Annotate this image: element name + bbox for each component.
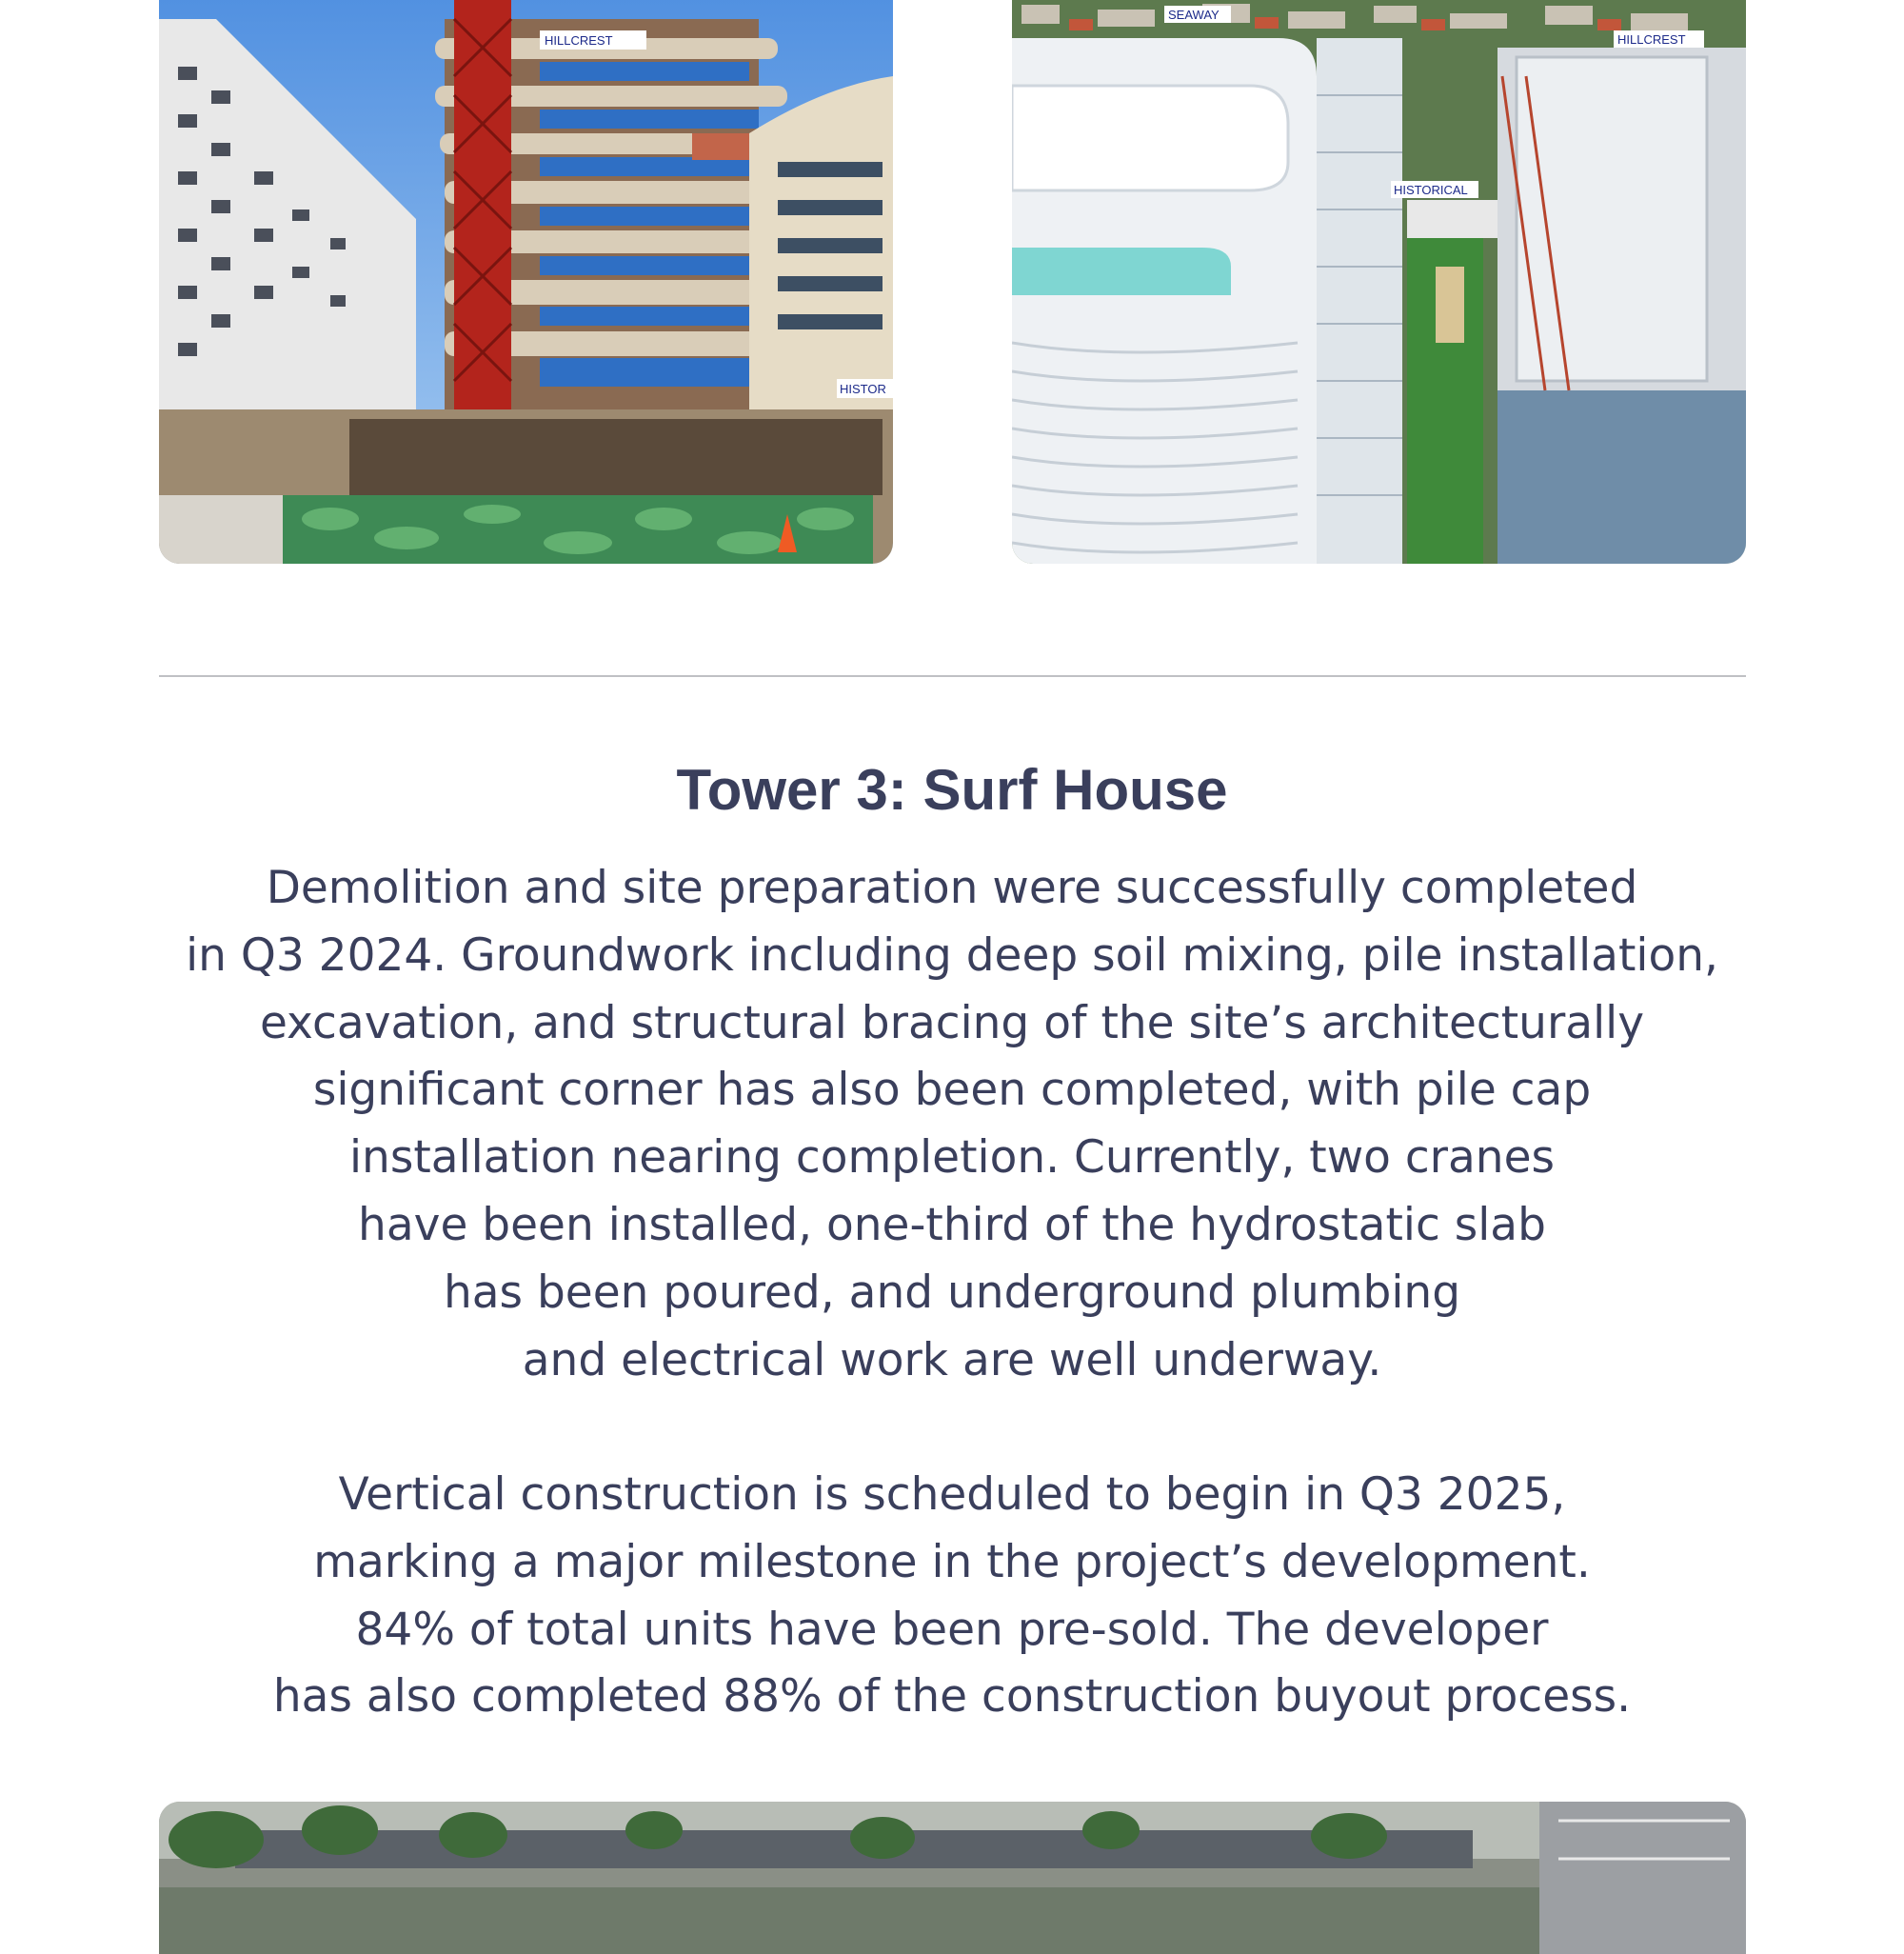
tower-construction-photo: [159, 0, 893, 564]
sign-label-hillcrest-aerial: HILLCREST: [1617, 32, 1686, 47]
paragraph-line: in Q3 2024. Groundwork including deep soil mixing, pile installation,: [186, 928, 1718, 982]
section-divider: [159, 675, 1746, 677]
sign-label-historic: HISTOR: [840, 382, 886, 396]
paragraph-line: 84% of total units have been pre-sold. The developer: [355, 1603, 1549, 1656]
paragraph-line: marking a major milestone in the project’s development.: [313, 1535, 1591, 1588]
aerial-towers-photo: [1012, 0, 1746, 564]
paragraph-line: have been installed, one-third of the hydrostatic slab: [358, 1198, 1546, 1251]
paragraph-line: Demolition and site preparation were successfully completed: [266, 862, 1638, 914]
sign-label-historical: HISTORICAL: [1394, 183, 1468, 197]
section-title: Tower 3: Surf House: [676, 758, 1228, 822]
site-aerial-photo: [159, 1802, 1746, 1954]
sign-label-seaway: SEAWAY: [1168, 8, 1220, 22]
paragraph-line: excavation, and structural bracing of the site’s architecturally: [259, 996, 1645, 1049]
paragraph-construction-progress: [0, 855, 1904, 1394]
paragraph-line: has been poured, and underground plumbing: [443, 1266, 1461, 1319]
paragraph-line: significant corner has also been completed, with pile cap: [312, 1064, 1592, 1117]
paragraph-line: has also completed 88% of the construction buyout process.: [272, 1670, 1632, 1724]
sign-label-hillcrest: HILLCREST: [545, 33, 613, 48]
paragraph-line: installation nearing completion. Currently, two cranes: [349, 1131, 1555, 1185]
paragraph-line: Vertical construction is scheduled to begin in Q3 2025,: [338, 1468, 1566, 1521]
paragraph-schedule-sales: [0, 1462, 1904, 1731]
paragraph-line: and electrical work are well underway.: [522, 1333, 1382, 1386]
